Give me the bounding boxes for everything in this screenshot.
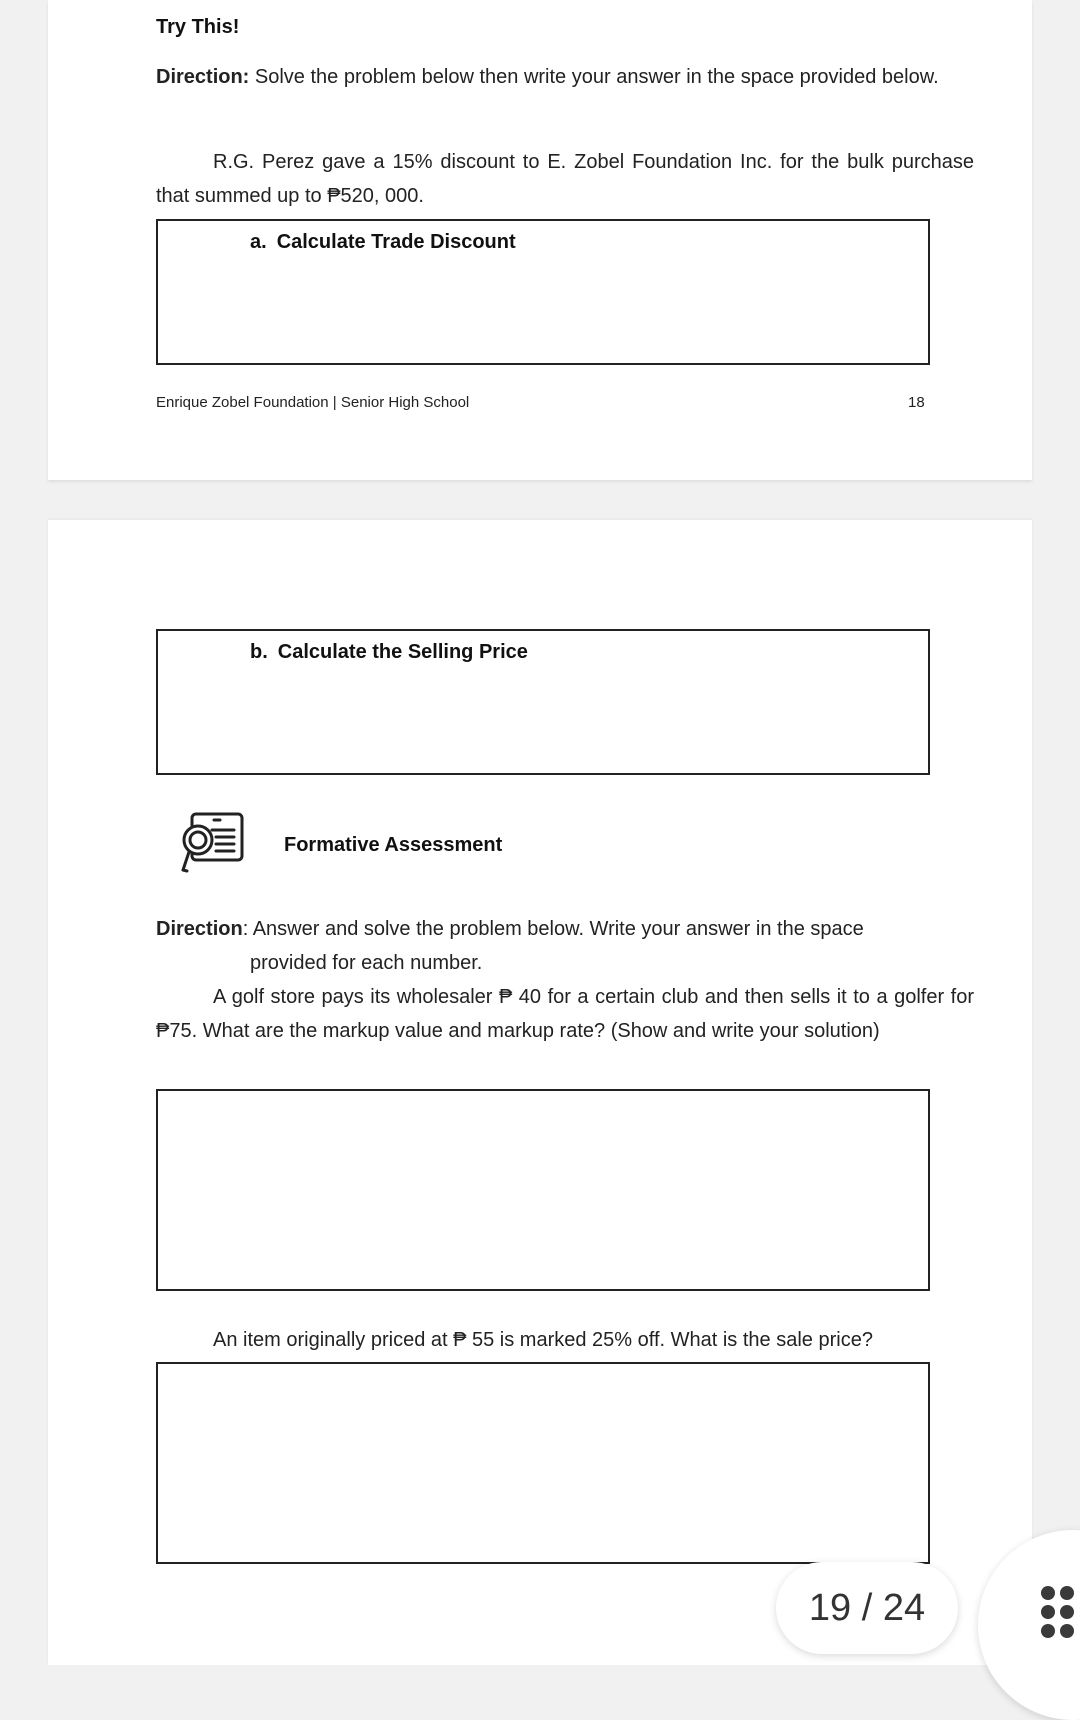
problem-paragraph: R.G. Perez gave a 15% discount to E. Zobel Foundation Inc. for the bulk purchase that summed up to ₱520, 000. <box>156 151 974 207</box>
assessment-direction <box>156 912 974 946</box>
problem-sale-price: An item originally priced at ₱ 55 is marked 25% off. What is the sale price? <box>213 1329 873 1351</box>
answer-box-selling-price[interactable] <box>156 629 930 775</box>
page-indicator[interactable] <box>776 1562 958 1654</box>
direction-paragraph <box>156 64 974 91</box>
direction-label: Direction <box>156 918 243 940</box>
page-indicator-text: 19 / 24 <box>808 1586 926 1629</box>
assessment-direction-continued: provided for each number. <box>250 952 483 974</box>
direction-text: Solve the problem below then write your answer in the space provided below. <box>249 66 939 88</box>
section-heading: Try This! <box>156 16 240 38</box>
document-page-18 <box>48 0 1032 480</box>
direction-label: Direction: <box>156 66 250 88</box>
answer-box-label <box>250 231 516 254</box>
item-label: Calculate Trade Discount <box>276 231 516 253</box>
answer-box-trade-discount[interactable] <box>156 219 930 365</box>
answer-box-label <box>250 641 528 664</box>
direction-text: : Answer and solve the problem below. Write your answer in the space <box>242 918 864 940</box>
item-letter: a. <box>250 231 267 253</box>
answer-box-markup[interactable] <box>156 1089 930 1291</box>
problem-golf-store: A golf store pays its wholesaler ₱ 40 for a certain club and then sells it to a golfer for ₱75. What are the markup value and markup rate? (Show and write your solution) <box>156 986 974 1042</box>
item-letter: b. <box>250 641 268 663</box>
answer-box-sale-price[interactable] <box>156 1362 930 1564</box>
page-footer-school: Enrique Zobel Foundation | Senior High School <box>156 394 470 411</box>
page-footer-number: 18 <box>908 394 925 411</box>
document-page-19 <box>48 520 1032 1665</box>
magnifier-document-icon <box>178 810 248 876</box>
item-label: Calculate the Selling Price <box>277 641 528 663</box>
assessment-title: Formative Assessment <box>284 834 503 856</box>
